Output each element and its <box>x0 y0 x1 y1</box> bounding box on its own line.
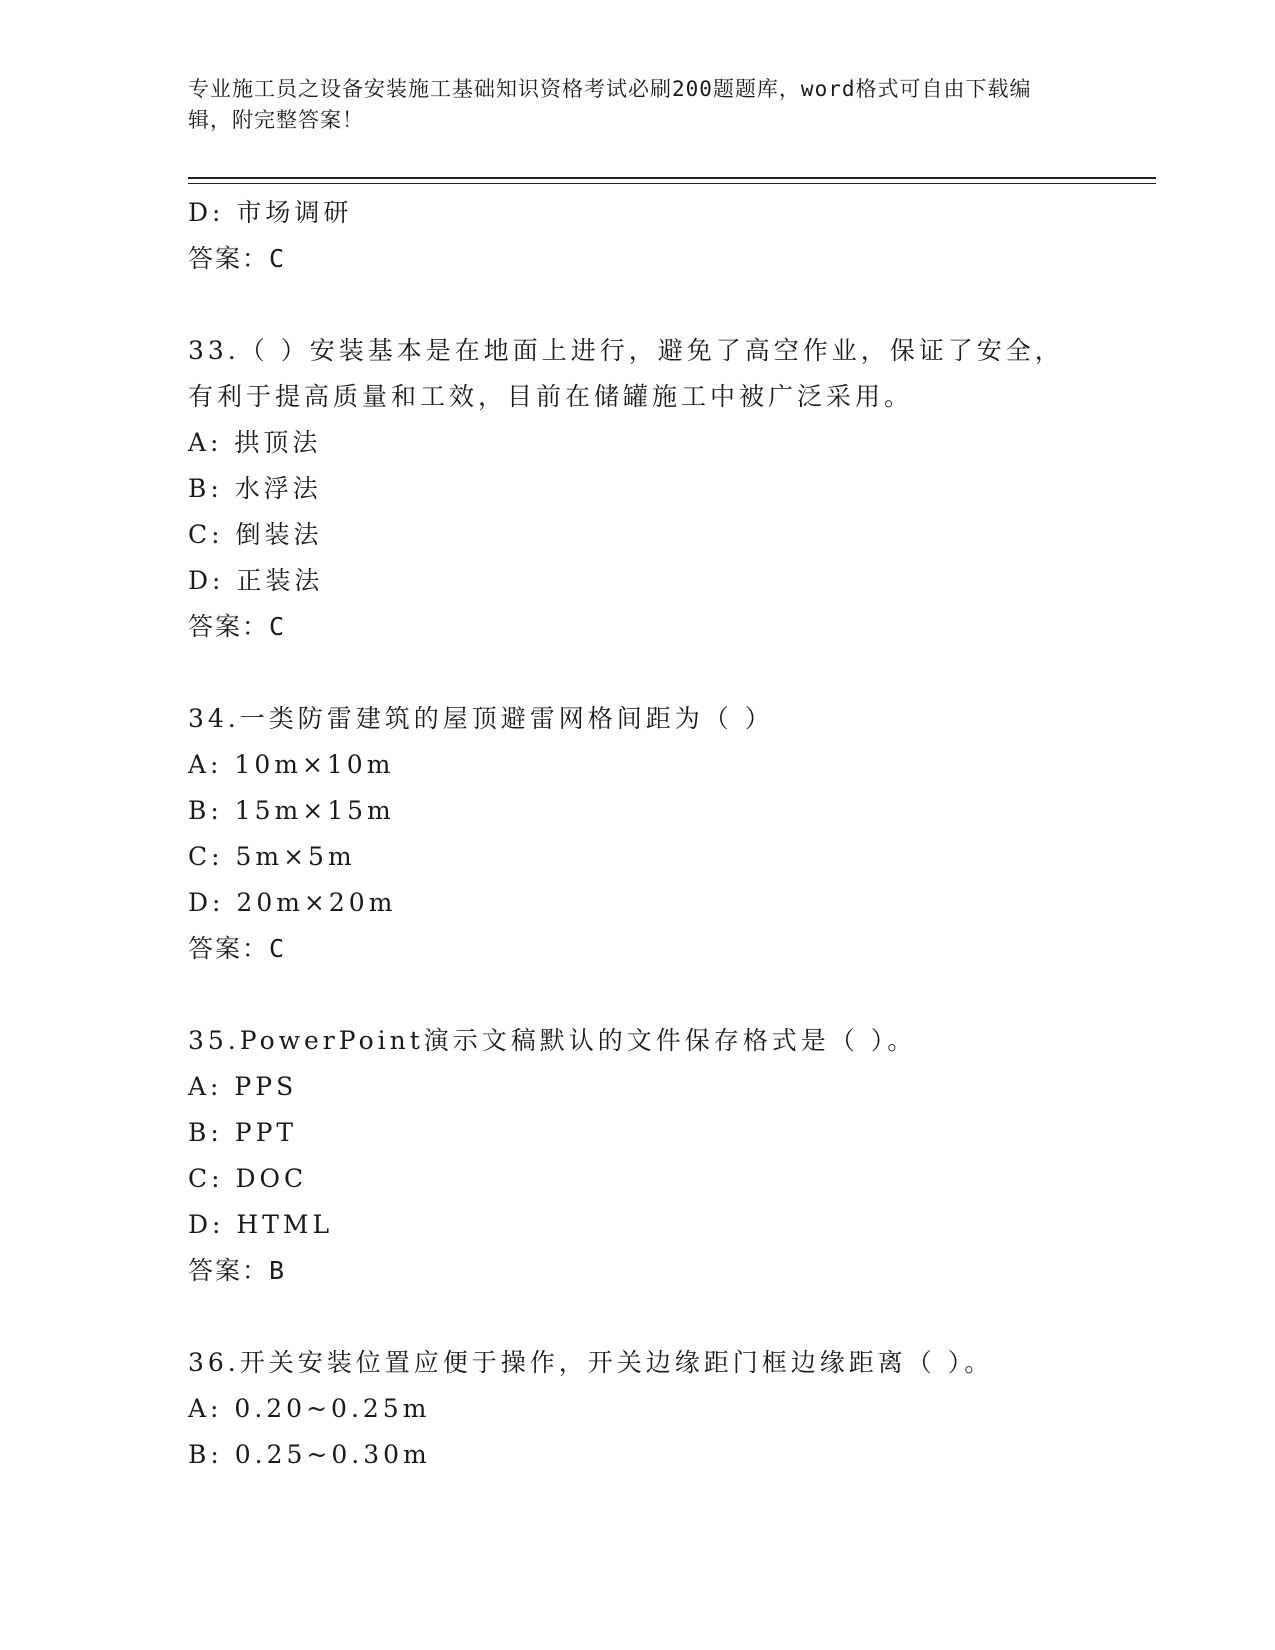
option-a: A: 拱顶法 <box>188 428 322 457</box>
question-list <box>188 190 1088 1478</box>
header-rule-thick <box>188 177 1156 179</box>
question-35 <box>188 1018 1088 1294</box>
answer-line: 答案：C <box>188 612 287 641</box>
spacer <box>188 282 1088 328</box>
answer-line: 答案：B <box>188 1256 287 1285</box>
question-text: 33.（ ）安装基本是在地面上进行，避免了高空作业，保证了安全， <box>188 336 1064 365</box>
question-36 <box>188 1340 1088 1478</box>
question-34 <box>188 696 1088 972</box>
document-header: 专业施工员之设备安装施工基础知识资格考试必刷200题题库，word格式可自由下载编辑，附完整答案！ <box>188 77 1032 132</box>
option-a: A: 10m×10m <box>188 750 395 779</box>
spacer <box>188 972 1088 1018</box>
option-d: D: 20m×20m <box>188 888 397 917</box>
option-b: B: PPT <box>188 1118 298 1147</box>
question-33 <box>188 328 1088 650</box>
question-text: 有利于提高质量和工效，目前在储罐施工中被广泛采用。 <box>188 382 914 411</box>
option-c: C: 5m×5m <box>188 842 356 871</box>
answer-line: 答案：C <box>188 934 287 963</box>
answer-line: 答案：C <box>188 244 287 273</box>
spacer <box>188 650 1088 696</box>
option-b: B: 15m×15m <box>188 796 395 825</box>
option-d: D: HTML <box>188 1210 334 1239</box>
question-text: 34.一类防雷建筑的屋顶避雷网格间距为（ ） <box>188 704 774 733</box>
question-text: 35.PowerPoint演示文稿默认的文件保存格式是（ ）。 <box>188 1026 917 1055</box>
option-a: A: PPS <box>188 1072 298 1101</box>
spacer <box>188 1294 1088 1340</box>
option-a: A: 0.20~0.25m <box>188 1394 431 1423</box>
option-b: B: 0.25~0.30m <box>188 1440 431 1469</box>
option-c: C: DOC <box>188 1164 308 1193</box>
header-rule-thin <box>188 183 1156 184</box>
option-line: D: 市场调研 <box>188 198 353 227</box>
question-text: 36.开关安装位置应便于操作，开关边缘距门框边缘距离（ ）。 <box>188 1348 994 1377</box>
option-d: D: 正装法 <box>188 566 324 595</box>
option-c: C: 倒装法 <box>188 520 323 549</box>
option-b: B: 水浮法 <box>188 474 322 503</box>
